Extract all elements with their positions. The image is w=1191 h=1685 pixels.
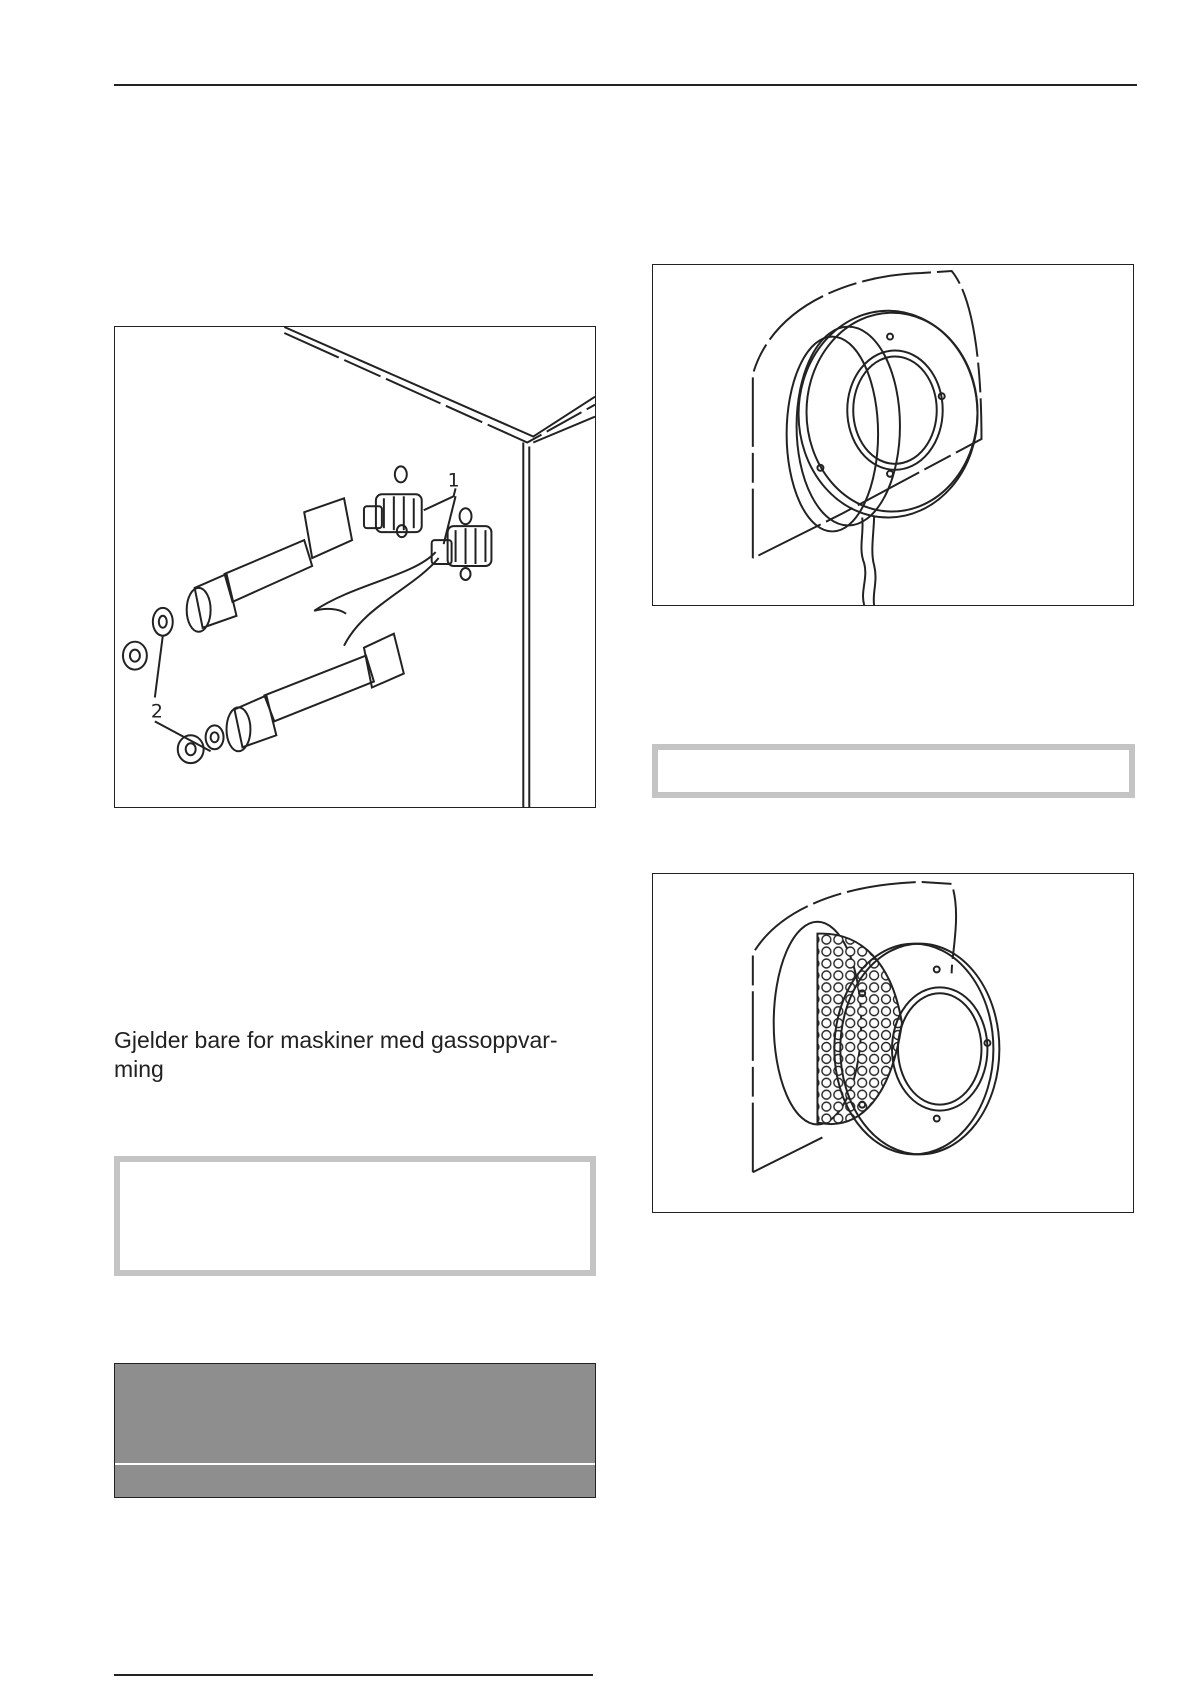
filter-mesh-illustration bbox=[652, 873, 1134, 1213]
gas-heating-note: Gjelder bare for maskiner med gassoppvar- ming bbox=[114, 1027, 558, 1082]
callout-1-label: 1 bbox=[447, 469, 460, 492]
footer-rule bbox=[114, 1674, 593, 1676]
warning-divider bbox=[115, 1463, 595, 1465]
header-rule bbox=[114, 84, 1137, 86]
note-box-left bbox=[114, 1156, 596, 1276]
filter-drain-illustration bbox=[652, 264, 1134, 606]
warning-box bbox=[114, 1363, 596, 1498]
note-box-right bbox=[652, 744, 1135, 798]
callout-2-label: 2 bbox=[150, 700, 163, 723]
inlet-hoses-illustration bbox=[114, 326, 596, 808]
